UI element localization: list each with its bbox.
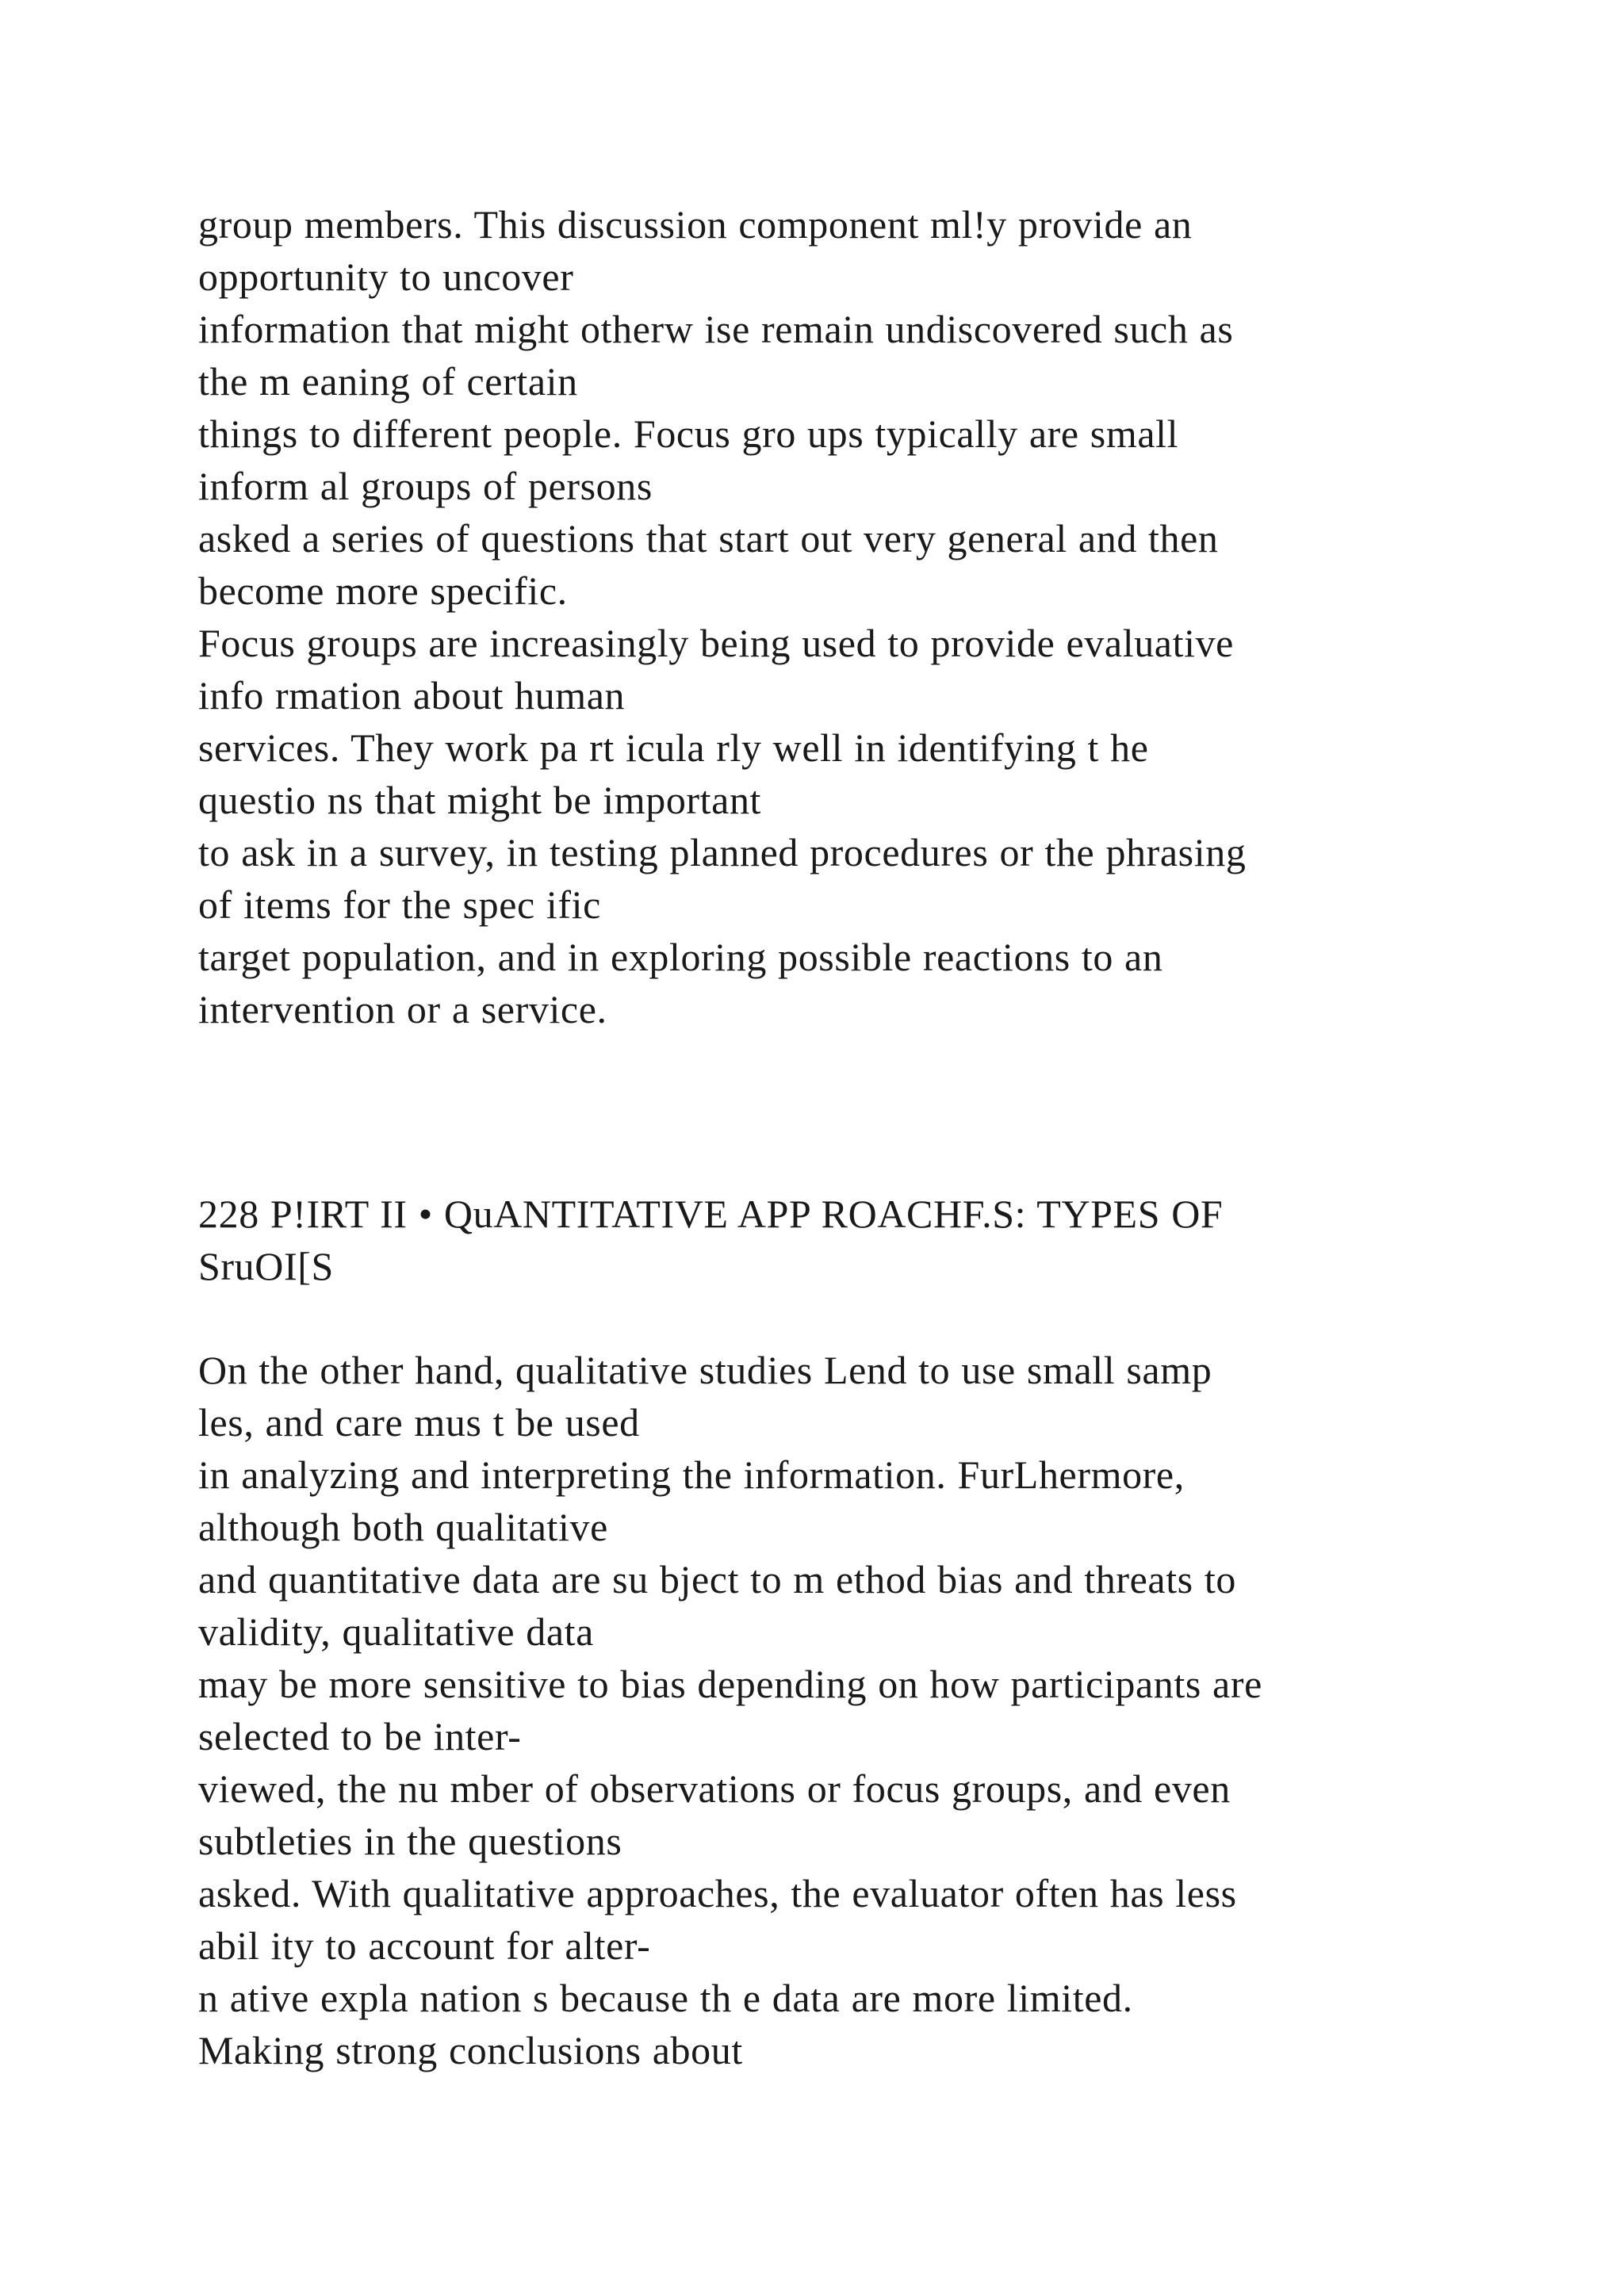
heading-line: 228 P!IRT II • QuANTITATIVE APP ROACHF.S: TYPES OF bbox=[198, 1192, 1224, 1236]
text-line: questio ns that might be important bbox=[198, 778, 762, 822]
text-line: Focus groups are increasingly being used to provide evaluative bbox=[198, 621, 1234, 665]
text-line: validity, qualitative data bbox=[198, 1609, 594, 1654]
text-line: info rmation about human bbox=[198, 673, 626, 718]
text-line: On the other hand, qualitative studies Lend to use small samp bbox=[198, 1348, 1212, 1392]
text-line: the m eaning of certain bbox=[198, 359, 578, 404]
text-line: things to different people. Focus gro ups typically are small bbox=[198, 411, 1179, 456]
text-line: selected to be inter- bbox=[198, 1714, 522, 1758]
text-line: become more specific. bbox=[198, 568, 568, 613]
text-line: n ative expla nation s because th e data are more limited. bbox=[198, 1976, 1133, 2020]
text-line: intervention or a service. bbox=[198, 987, 607, 1031]
text-line: to ask in a survey, in testing planned procedures or the phrasing bbox=[198, 830, 1247, 874]
paragraph-focus-groups bbox=[198, 198, 1546, 1035]
text-line: inform al groups of persons bbox=[198, 464, 653, 508]
text-line: Making strong conclusions about bbox=[198, 2028, 743, 2072]
text-line: in analyzing and interpreting the information. FurLhermore, bbox=[198, 1452, 1185, 1497]
text-line: information that might otherw ise remain undiscovered such as bbox=[198, 307, 1234, 351]
text-line: and quantitative data are su bject to m ethod bias and threats to bbox=[198, 1557, 1236, 1601]
text-line: les, and care mus t be used bbox=[198, 1400, 640, 1445]
text-line: although both qualitative bbox=[198, 1505, 608, 1549]
text-line: may be more sensitive to bias depending on how participants are bbox=[198, 1662, 1262, 1706]
heading-line: SruOI[S bbox=[198, 1244, 334, 1288]
text-line: asked. With qualitative approaches, the evaluator often has less bbox=[198, 1871, 1237, 1915]
text-line: asked a series of questions that start out very general and then bbox=[198, 516, 1219, 561]
text-line: group members. This discussion component ml!y provide an bbox=[198, 202, 1193, 247]
text-line: subtleties in the questions bbox=[198, 1819, 622, 1863]
text-line: of items for the spec ific bbox=[198, 882, 601, 927]
text-line: viewed, the nu mber of observations or focus groups, and even bbox=[198, 1766, 1231, 1811]
running-heading bbox=[198, 1188, 1546, 1292]
text-line: services. They work pa rt icula rly well in identifying t he bbox=[198, 725, 1149, 770]
paragraph-qualitative-studies bbox=[198, 1344, 1546, 2076]
text-line: abil ity to account for alter- bbox=[198, 1923, 651, 1968]
text-line: target population, and in exploring possible reactions to an bbox=[198, 935, 1163, 979]
text-line: opportunity to uncover bbox=[198, 254, 574, 299]
